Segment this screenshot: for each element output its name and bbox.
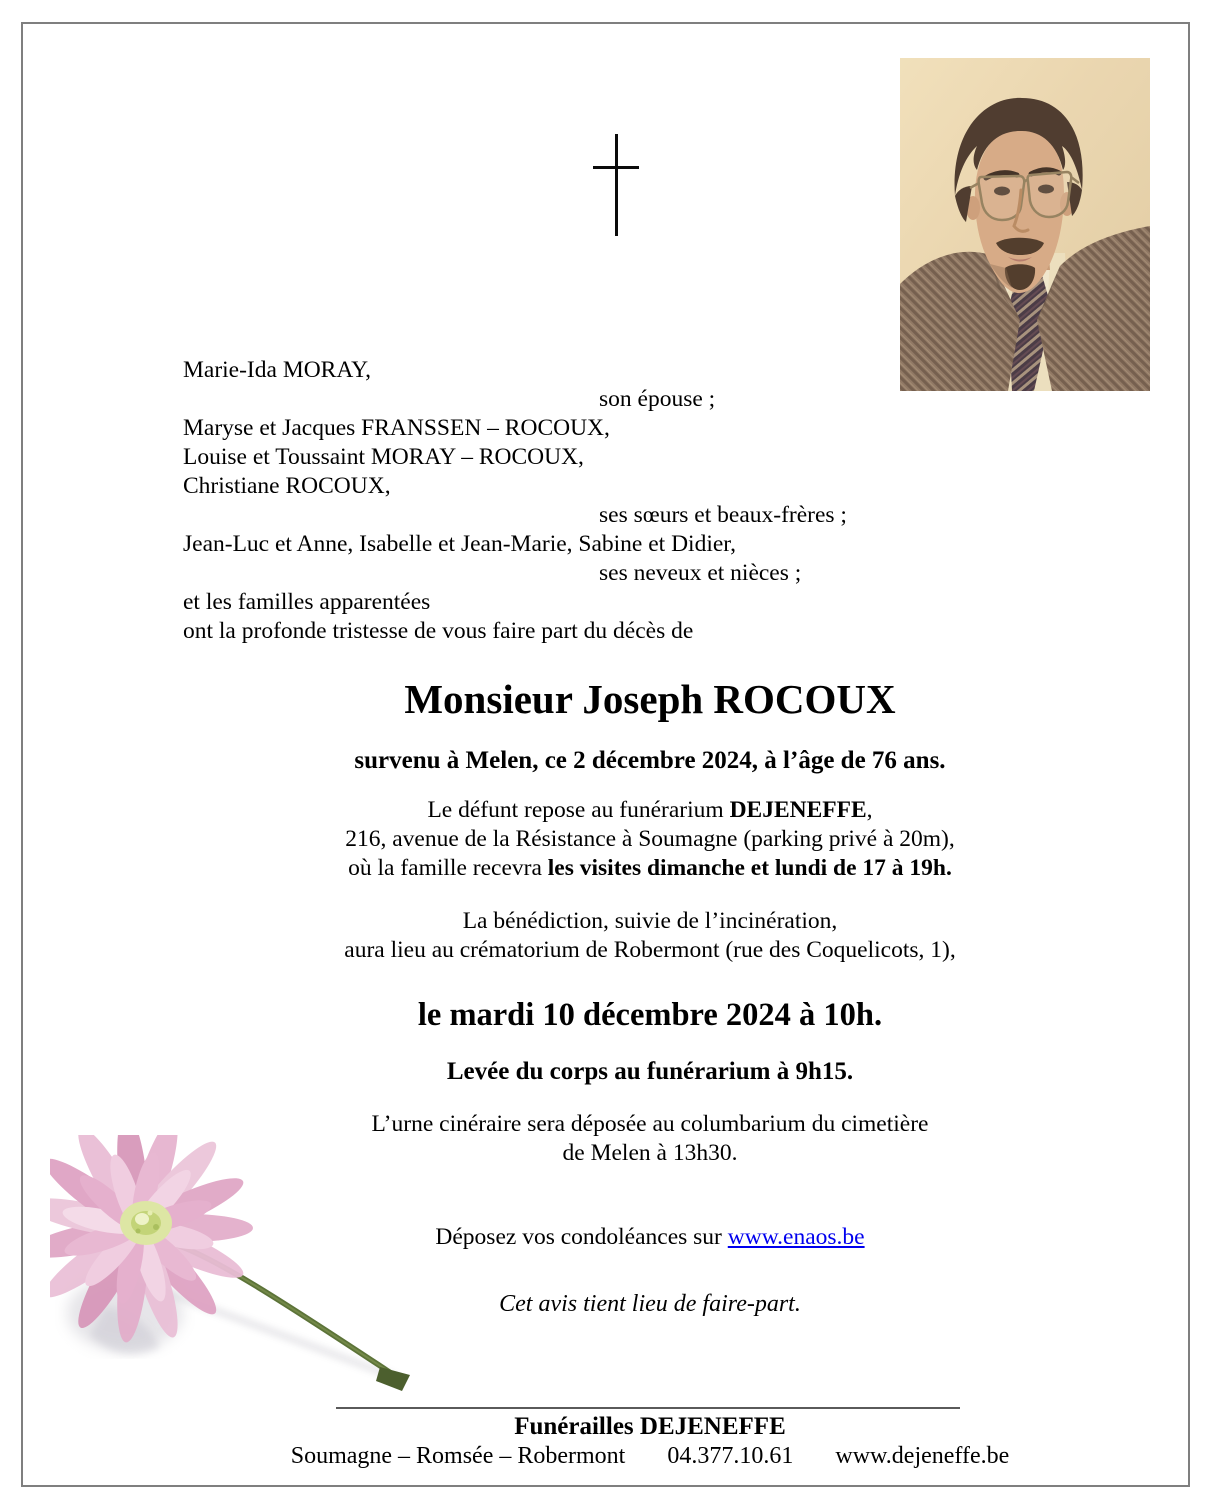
death-details-line: survenu à Melen, ce 2 décembre 2024, à l’âge de 76 ans.	[354, 747, 946, 774]
funeral-home-locations: Soumagne – Romsée – Robermont	[290, 1443, 626, 1469]
urn-line: L’urne cinéraire sera déposée au columbarium du cimetière	[371, 1111, 929, 1137]
relationship-line: ses sœurs et beaux-frères ;	[599, 502, 847, 528]
announcement-line: ont la profonde tristesse de vous faire part du décès de	[183, 618, 694, 644]
family-line: Jean-Luc et Anne, Isabelle et Jean-Marie, Sabine et Didier,	[183, 531, 737, 557]
ceremony-date-line: le mardi 10 décembre 2024 à 10h.	[417, 997, 883, 1033]
funeral-home-phone: 04.377.10.61	[667, 1443, 794, 1469]
levee-line: Levée du corps au funérarium à 9h15.	[446, 1058, 854, 1085]
relationship-line: son épouse ;	[599, 386, 716, 412]
crematorium-line: aura lieu au crématorium de Robermont (rue des Coquelicots, 1),	[344, 937, 956, 963]
funeral-home-name: DEJENEFFE	[729, 797, 867, 823]
funeral-home-info	[183, 1441, 1117, 1471]
family-line: Maryse et Jacques FRANSSEN – ROCOUX,	[183, 415, 610, 441]
urn-line: de Melen à 13h30.	[562, 1140, 738, 1166]
cross-icon	[593, 166, 639, 169]
family-line: Christiane ROCOUX,	[183, 473, 391, 499]
family-list	[183, 356, 847, 646]
faire-part-notice: Cet avis tient lieu de faire-part.	[499, 1291, 801, 1317]
enaos-link[interactable]: www.enaos.be	[727, 1224, 865, 1250]
footer-divider	[336, 1407, 960, 1409]
repose-paragraph	[183, 796, 1117, 883]
deceased-portrait-photo	[900, 58, 1150, 391]
family-line: Marie-Ida MORAY,	[183, 357, 371, 383]
funeral-home-website: www.dejeneffe.be	[835, 1443, 1010, 1469]
funeral-home-title: Funérailles DEJENEFFE	[514, 1413, 786, 1440]
deceased-name: Monsieur Joseph ROCOUX	[404, 676, 896, 722]
flower-image	[50, 1135, 440, 1405]
relationship-line: ses neveux et nièces ;	[599, 560, 802, 586]
cross-icon	[615, 134, 618, 236]
family-line: et les familles apparentées	[183, 589, 431, 615]
family-line: Louise et Toussaint MORAY – ROCOUX,	[183, 444, 584, 470]
address-line: 216, avenue de la Résistance à Soumagne (parking privé à 20m),	[345, 826, 955, 852]
condolences-line: Déposez vos condoléances sur www.enaos.be	[435, 1224, 865, 1250]
visits-line: où la famille recevra les visites dimanche et lundi de 17 à 19h.	[348, 855, 952, 881]
benediction-line: La bénédiction, suivie de l’incinération,	[462, 908, 838, 934]
repose-line: Le défunt repose au funérarium DEJENEFFE,	[427, 797, 873, 823]
benediction-paragraph	[183, 907, 1117, 965]
